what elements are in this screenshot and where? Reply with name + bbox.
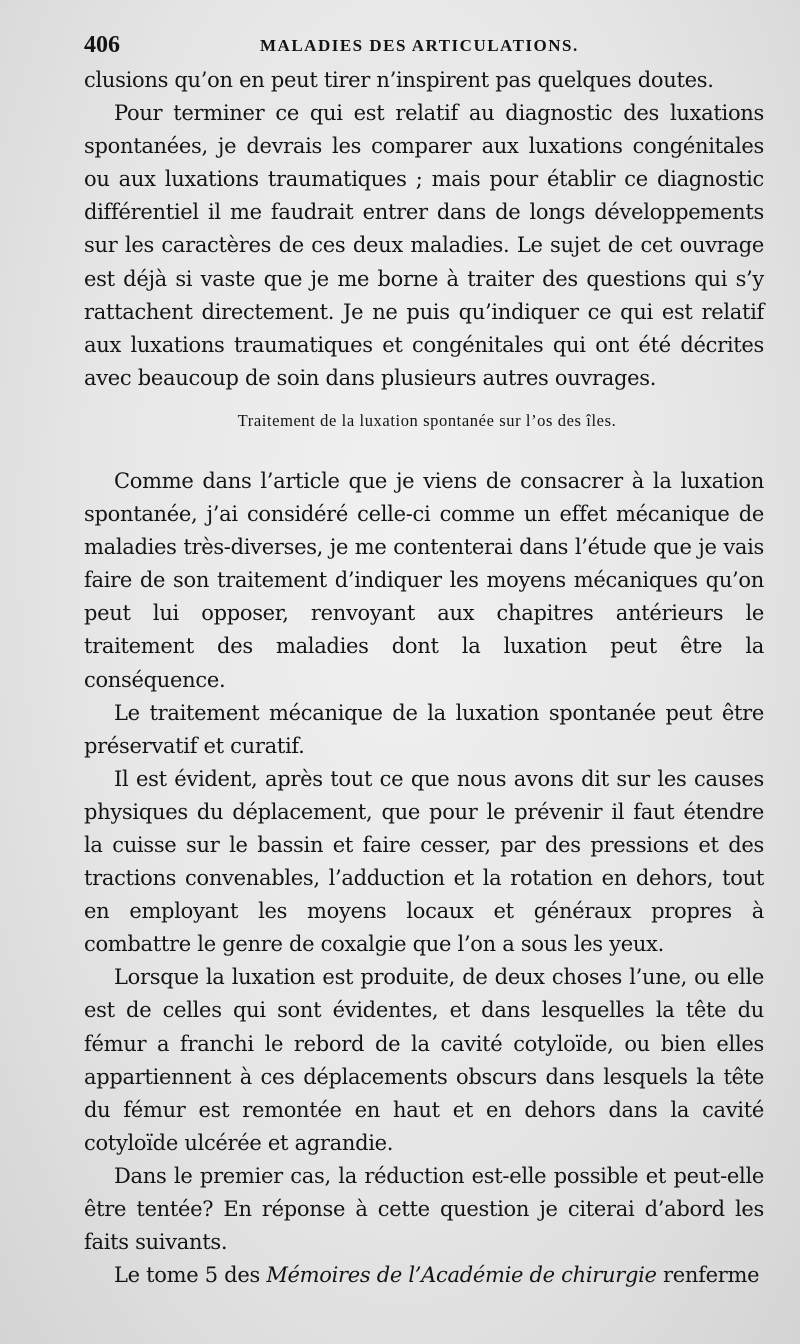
body-text xyxy=(84,64,764,1292)
memoires-title: Mémoires de l’Académie de chirurgie xyxy=(266,1263,657,1288)
paragraph-prevention: Il est évident, après tout ce que nous avons dit sur les causes physiques du déplacement, que pour le prévenir il faut étendre la cuisse sur le bassin et faire cesser, par des pressions et des tractions convenables, l’adduction et la rotation en dehors, tout en employant les moyens locaux et généraux propres à combattre le genre de coxalgie que l’on a sous les yeux. xyxy=(84,766,764,957)
paragraph-mechanical-effect: Comme dans l’article que je viens de consacrer à la luxation spontanée, j’ai considéré celle-ci comme un effet mécanique de maladies très-diverses, je me contenterai dans l’étude que je vais faire de son traitement d’indiquer les moyens mécaniques qu’on peut lui opposer, renvoyant aux chapitres antérieurs le traitement des maladies dont la luxation peut être la conséquence. xyxy=(84,468,764,692)
memoires-text-end: renferme xyxy=(656,1263,760,1288)
paragraph-memoires xyxy=(84,1259,764,1292)
paragraph-treatment-types: Le traitement mécanique de la luxation spontanée peut être préservatif et curatif. xyxy=(84,700,764,758)
paragraph-diagnostic: Pour terminer ce qui est relatif au diagnostic des luxations spontanées, je devrais les comparer aux luxations congénitales ou aux luxations traumatiques ; mais pour établir ce diagnostic différentiel il me faudrait entrer dans de longs développements sur les caractères de ces deux maladies. Le sujet de cet ouvrage est déjà si vaste que je me borne à traiter des questions qui s’y rattachent directement. Je ne puis qu’indiquer ce qui est relatif aux luxations traumatiques et congénitales qui ont été décrites avec beaucoup de soin dans plusieurs autres ouvrages. xyxy=(84,101,764,390)
paragraph-reduction-question: Dans le premier cas, la réduction est-elle possible et peut-elle être tentée? En réponse à cette question je citerai d’abord les faits suivants. xyxy=(84,1163,764,1255)
paragraph-continuation: clusions qu’on en peut tirer n’inspirent pas quelques doutes. xyxy=(84,68,714,92)
section-title: Traitement de la luxation spontanée sur l’os des îles. xyxy=(237,410,617,430)
page-number: 406 xyxy=(84,32,120,58)
running-title: MALADIES DES ARTICULATIONS. xyxy=(260,36,579,55)
paragraph-luxation-produced: Lorsque la luxation est produite, de deux choses l’une, ou elle est de celles qui sont évidentes, et dans lesquelles la tête du fémur a franchi le rebord de la cavité cotyloïde, ou bien elles appartiennent à ces déplacements obscurs dans lesquels la tête du fémur est remontée en haut et en dehors dans la cavité cotyloïde ulcérée et agrandie. xyxy=(84,965,764,1155)
page-header xyxy=(84,30,764,64)
memoires-text-start: Le tome 5 des xyxy=(114,1263,267,1288)
